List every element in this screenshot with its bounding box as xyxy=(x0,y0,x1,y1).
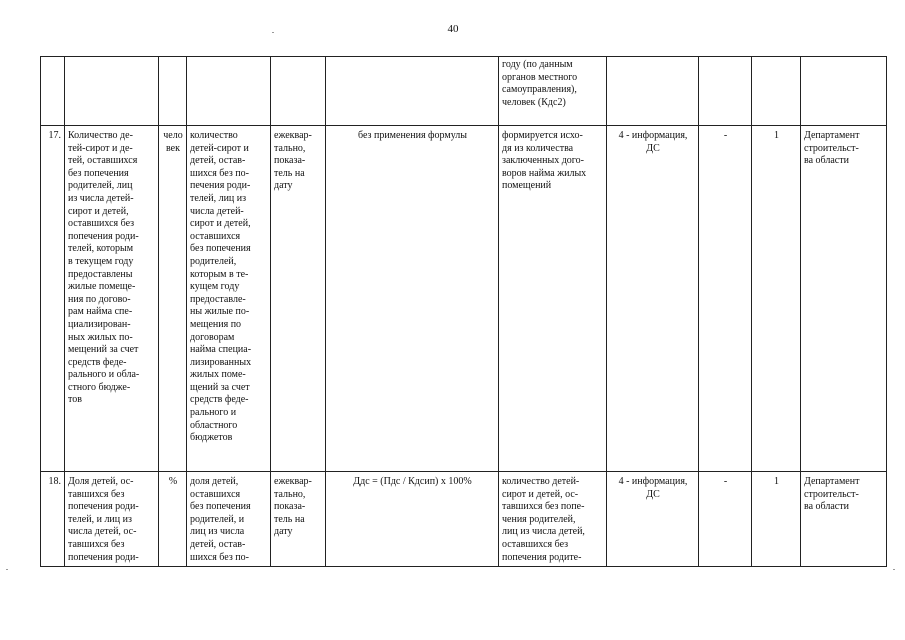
definition: количество детей-сирот и детей, остав- шихся без по- печения роди- телей, лиц из числа детей- сирот и детей, оставшихся без попечения родителей, которым в те- кущем году предоставле- ны жилые по- мещения по договорам найма специа- лизированных жилых поме- щений за счет средств феде- рального и областного бюджетов xyxy=(187,126,271,472)
table-row xyxy=(41,126,887,472)
cell-name xyxy=(65,57,159,126)
col9-value: - xyxy=(699,472,752,567)
cell-periodicity xyxy=(271,57,326,126)
data-source: 4 - информация, ДС xyxy=(607,126,699,472)
cell-responsible xyxy=(801,57,887,126)
cell-col10 xyxy=(752,57,801,126)
col10-value: 1 xyxy=(752,126,801,472)
cell-source xyxy=(607,57,699,126)
continuation-row xyxy=(41,57,887,126)
formula: Ддс = (Пдс / Кдсип) х 100% xyxy=(326,472,499,567)
periodicity: ежеквар- тально, показа- тель на дату xyxy=(271,472,326,567)
unit: чело век xyxy=(159,126,187,472)
cell-definition xyxy=(187,57,271,126)
indicator-table xyxy=(40,56,887,567)
calculation-method: формируется исхо- дя из количества заключенных дого- воров найма жилых помещений xyxy=(499,126,607,472)
scan-mark xyxy=(893,569,895,570)
col10-value: 1 xyxy=(752,472,801,567)
calculation-method: количество детей- сирот и детей, ос- тавшихся без попе- чения родителей, лиц из числа детей, оставшихся без попечения родите- xyxy=(499,472,607,567)
cell-formula xyxy=(326,57,499,126)
definition: доля детей, оставшихся без попечения родителей, и лиц из числа детей, остав- шихся без по- xyxy=(187,472,271,567)
formula: без применения формулы xyxy=(326,126,499,472)
unit: % xyxy=(159,472,187,567)
indicator-name: Количество де- тей-сирот и де- тей, оставшихся без попечения родителей, лиц из числа детей- сирот и детей, оставшихся без попечения роди- телей, которым в текущем году предоставлены жилые помеще- ния по догово- рам найма спе- циализирован- ных жилых по- мещений за счет средств феде- рального и обла- стного бюдже- тов xyxy=(65,126,159,472)
periodicity: ежеквар- тально, показа- тель на дату xyxy=(271,126,326,472)
cell-unit xyxy=(159,57,187,126)
indicator-name: Доля детей, ос- тавшихся без попечения роди- телей, и лиц из числа детей, ос- тавшихся без попечения роди- xyxy=(65,472,159,567)
table-row xyxy=(41,472,887,567)
page-number: 40 xyxy=(447,23,459,35)
data-source: 4 - информация, ДС xyxy=(607,472,699,567)
scan-mark xyxy=(272,32,274,33)
scan-mark xyxy=(6,569,8,570)
row-number: 18. xyxy=(41,472,65,567)
responsible-department: Департамент строительст- ва области xyxy=(801,126,887,472)
row-number: 17. xyxy=(41,126,65,472)
cell-method: году (по данным органов местного самоуправления), человек (Кдс2) xyxy=(499,57,607,126)
cell-col9 xyxy=(699,57,752,126)
cell-num xyxy=(41,57,65,126)
responsible-department: Департамент строительст- ва области xyxy=(801,472,887,567)
col9-value: - xyxy=(699,126,752,472)
